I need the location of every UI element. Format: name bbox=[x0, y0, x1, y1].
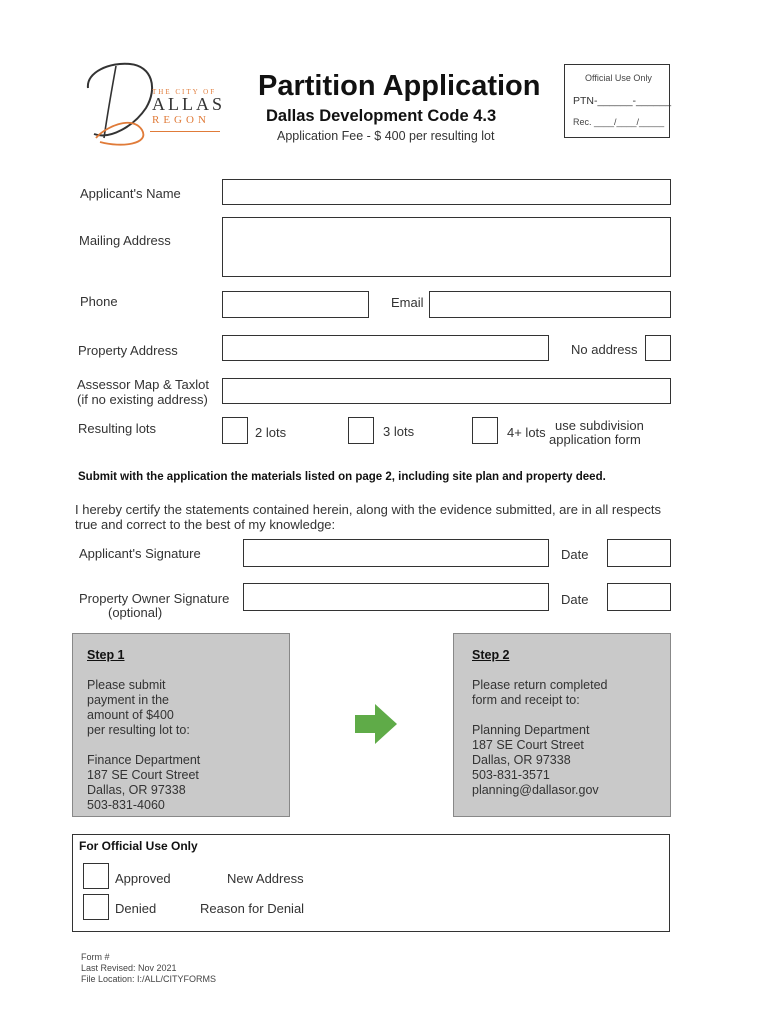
owner-signature-optional: (optional) bbox=[108, 605, 163, 620]
resulting-lots-label: Resulting lots bbox=[78, 421, 157, 436]
no-address-label: No address bbox=[571, 342, 638, 357]
lots-2-checkbox[interactable] bbox=[222, 417, 248, 444]
subdivision-note-line2: application form bbox=[549, 432, 641, 447]
footer-file-location: File Location: I:/ALL/CITYFORMS bbox=[81, 974, 217, 984]
assessor-map-label: Assessor Map & Taxlot bbox=[77, 377, 209, 392]
applicant-date-input[interactable] bbox=[607, 539, 671, 567]
phone-input[interactable] bbox=[222, 291, 369, 318]
applicant-date-label: Date bbox=[561, 547, 589, 562]
reason-denial-label: Reason for Denial bbox=[200, 901, 305, 916]
applicant-signature-label: Applicant's Signature bbox=[79, 546, 201, 561]
assessor-map-note: (if no existing address) bbox=[77, 392, 208, 407]
applicant-name-input[interactable] bbox=[222, 179, 671, 205]
official-use-corner-box bbox=[564, 64, 670, 138]
owner-date-label: Date bbox=[561, 592, 589, 607]
subdivision-note-line1: use subdivision bbox=[555, 418, 644, 433]
application-fee: Application Fee - $ 400 per resulting lot bbox=[277, 129, 495, 143]
certification-statement: I hereby certify the statements contained herein, along with the evidence submitted, are in all respects true and correct to the best of my knowledge: bbox=[75, 502, 662, 532]
mailing-address-input[interactable] bbox=[222, 217, 671, 277]
approved-checkbox[interactable] bbox=[83, 863, 109, 889]
logo-underline bbox=[150, 131, 220, 132]
denied-label: Denied bbox=[115, 901, 157, 916]
footer-form-number: Form # bbox=[81, 952, 110, 962]
submit-materials-note: Submit with the application the materials listed on page 2, including site plan and property deed. bbox=[78, 471, 606, 483]
official-use-corner-title: Official Use Only bbox=[585, 73, 652, 83]
approved-label: Approved bbox=[115, 871, 171, 886]
no-address-checkbox[interactable] bbox=[645, 335, 671, 361]
step-2-panel bbox=[453, 633, 671, 817]
email-label: Email bbox=[391, 295, 424, 310]
owner-date-input[interactable] bbox=[607, 583, 671, 611]
property-address-label: Property Address bbox=[78, 343, 178, 358]
official-use-section bbox=[72, 834, 670, 932]
owner-signature-input[interactable] bbox=[243, 583, 549, 611]
arrow-right-icon bbox=[355, 704, 397, 749]
step-1-heading: Step 1 bbox=[87, 648, 125, 662]
footer-last-revised: Last Revised: Nov 2021 bbox=[81, 963, 177, 973]
page-subtitle: Dallas Development Code 4.3 bbox=[266, 107, 497, 125]
owner-signature-label: Property Owner Signature bbox=[79, 591, 230, 606]
assessor-map-input[interactable] bbox=[222, 378, 671, 404]
step-2-text: Please return completed form and receipt to: Planning Department 187 SE Court Street Dallas, OR 97338 503-831-3571 planning@dallasor.gov bbox=[472, 678, 608, 797]
ptn-field: PTN-______-______ bbox=[573, 95, 672, 107]
logo-main: ALLAS bbox=[152, 94, 225, 114]
property-address-input[interactable] bbox=[222, 335, 549, 361]
logo-city-line: THE CITY OF bbox=[152, 88, 217, 96]
step-2-heading: Step 2 bbox=[472, 648, 510, 662]
phone-label: Phone bbox=[80, 294, 118, 309]
city-logo bbox=[80, 58, 230, 148]
official-use-heading: For Official Use Only bbox=[79, 839, 198, 853]
lots-4-label: 4+ lots bbox=[507, 425, 546, 440]
lots-2-label: 2 lots bbox=[255, 425, 287, 440]
lots-4-checkbox[interactable] bbox=[472, 417, 498, 444]
page-title: Partition Application bbox=[258, 70, 541, 102]
denied-checkbox[interactable] bbox=[83, 894, 109, 920]
lots-3-checkbox[interactable] bbox=[348, 417, 374, 444]
rec-field: Rec. ____/____/_____ bbox=[573, 117, 665, 127]
step-1-panel bbox=[72, 633, 290, 817]
email-input[interactable] bbox=[429, 291, 671, 318]
lots-3-label: 3 lots bbox=[383, 424, 415, 439]
new-address-label: New Address bbox=[227, 871, 304, 886]
mailing-address-label: Mailing Address bbox=[79, 233, 171, 248]
step-1-text: Please submit payment in the amount of $400 per resulting lot to: Finance Department 187 SE Court Street Dallas, OR 97338 503-831-4060 bbox=[87, 678, 201, 812]
applicant-name-label: Applicant's Name bbox=[80, 186, 181, 201]
logo-sub: REGON bbox=[152, 114, 210, 126]
applicant-signature-input[interactable] bbox=[243, 539, 549, 567]
